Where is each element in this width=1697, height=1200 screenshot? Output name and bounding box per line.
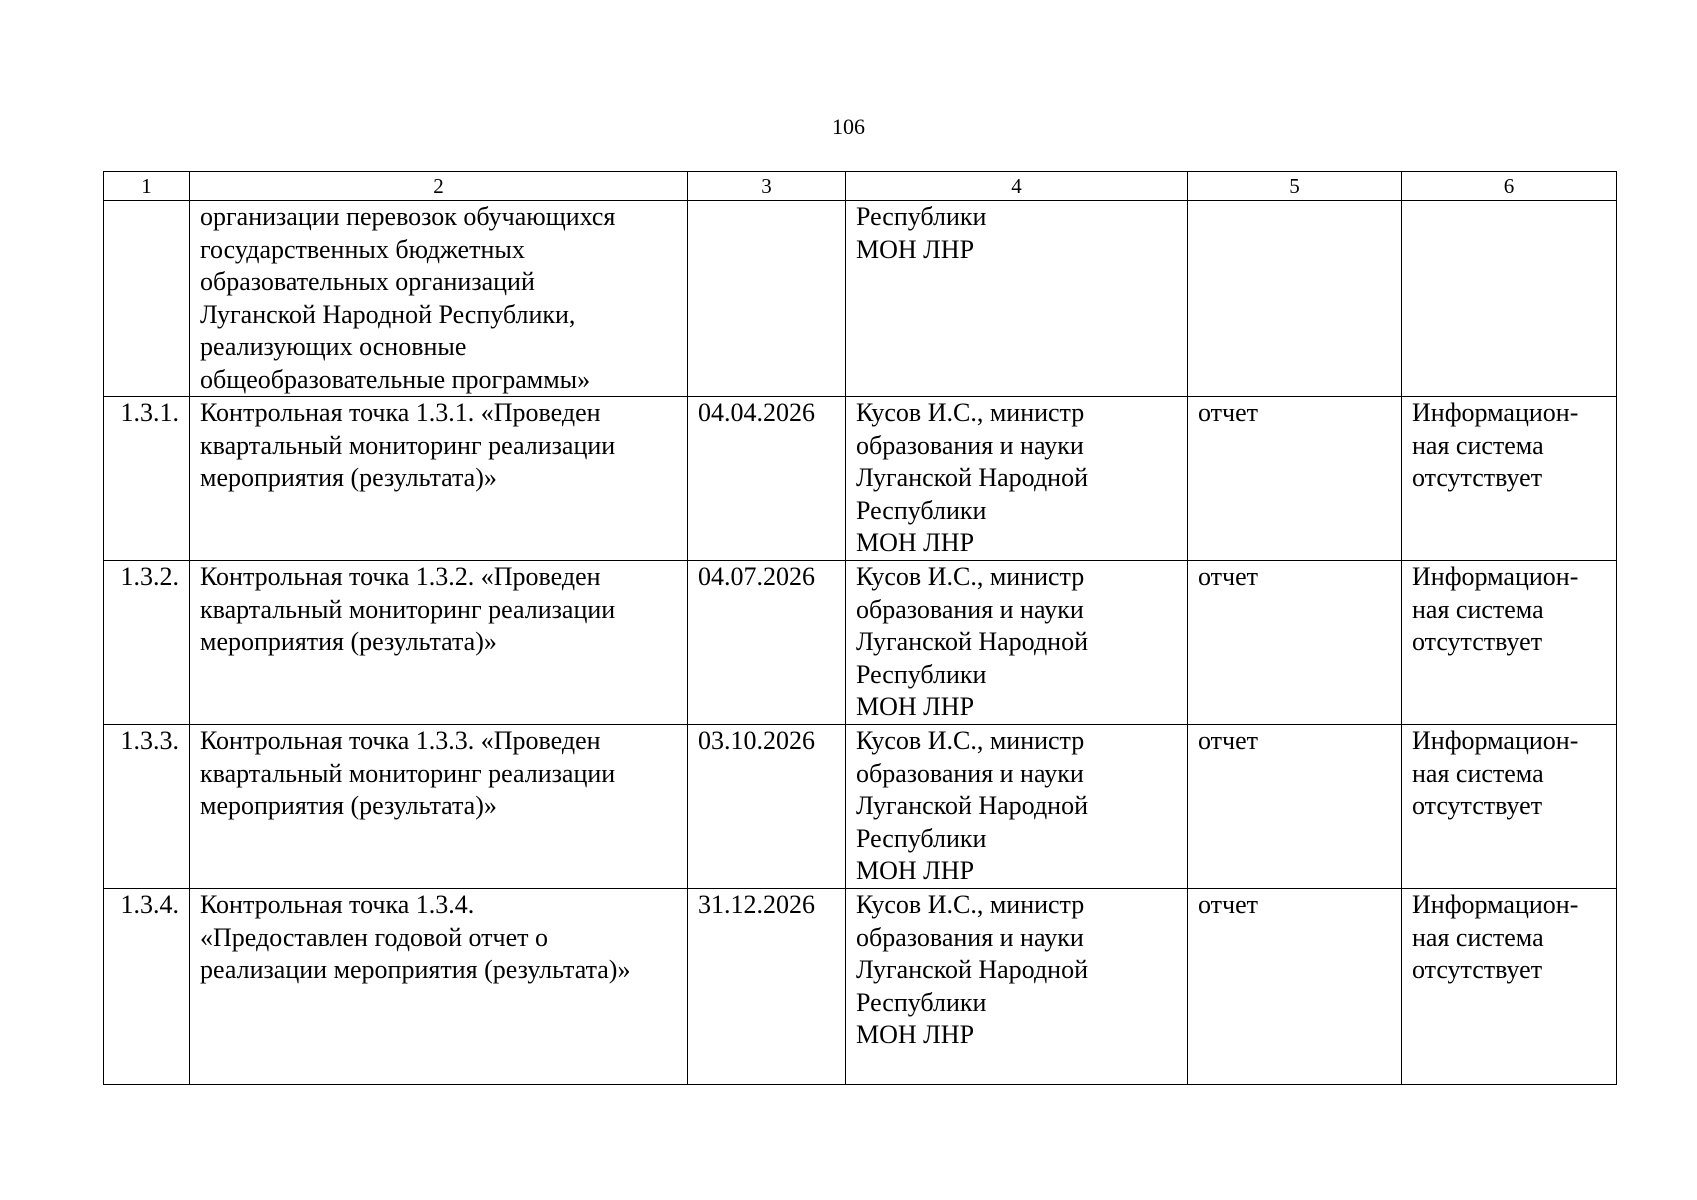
row-date: 31.12.2026 xyxy=(688,889,846,1085)
description-line: мероприятия (результата)» xyxy=(200,627,497,656)
page-number: 106 xyxy=(832,114,865,139)
responsible-line: МОН ЛНР xyxy=(856,856,975,885)
row-document: отчет xyxy=(1188,725,1402,889)
table-row xyxy=(104,725,1617,889)
row-number: 1.3.2. xyxy=(104,561,190,725)
table-row xyxy=(104,201,1617,397)
description-line: Контрольная точка 1.3.4. xyxy=(200,890,475,919)
system-line: отсутствует xyxy=(1412,955,1543,984)
description-line: реализующих основные xyxy=(200,332,467,361)
row-responsible xyxy=(846,201,1188,397)
row-document xyxy=(1188,201,1402,397)
system-line: отсутствует xyxy=(1412,463,1543,492)
description-line: образовательных организаций xyxy=(200,267,535,296)
control-points-table xyxy=(103,171,1617,1085)
description-line: квартальный мониторинг реализации xyxy=(200,594,616,624)
row-description xyxy=(190,201,688,397)
responsible-line: образования и науки xyxy=(856,758,1084,788)
description-line: Контрольная точка 1.3.3. «Проведен xyxy=(200,726,601,755)
description-line: общеобразовательные программы» xyxy=(200,364,591,394)
description-line: Контрольная точка 1.3.2. «Проведен xyxy=(200,562,601,591)
row-responsible xyxy=(846,397,1188,561)
row-description xyxy=(190,561,688,725)
table-row xyxy=(104,397,1617,561)
system-line: ная система xyxy=(1412,430,1544,460)
description-line: мероприятия (результата)» xyxy=(200,791,497,820)
row-description xyxy=(190,889,688,1085)
responsible-line: Кусов И.С., министр xyxy=(856,398,1085,427)
description-line: Луганской Народной Республики, xyxy=(200,299,576,329)
responsible-line: Республики xyxy=(856,823,987,853)
system-line: Информацион- xyxy=(1412,726,1579,755)
row-date xyxy=(688,201,846,397)
responsible-line: МОН ЛНР xyxy=(856,1020,975,1049)
description-line: Контрольная точка 1.3.1. «Проведен xyxy=(200,398,601,427)
row-system xyxy=(1402,397,1617,561)
responsible-line: МОН ЛНР xyxy=(856,528,975,557)
row-document: отчет xyxy=(1188,561,1402,725)
responsible-line: МОН ЛНР xyxy=(856,234,975,264)
row-document: отчет xyxy=(1188,889,1402,1085)
row-system xyxy=(1402,201,1617,397)
responsible-line: Республики xyxy=(856,495,987,525)
system-line: Информацион- xyxy=(1412,890,1579,919)
responsible-line: Республики xyxy=(856,987,987,1017)
responsible-line: Кусов И.С., министр xyxy=(856,726,1085,755)
responsible-line: Луганской Народной xyxy=(856,791,1088,820)
column-header-5: 5 xyxy=(1188,172,1402,201)
description-line: квартальный мониторинг реализации xyxy=(200,430,616,460)
responsible-line: Луганской Народной xyxy=(856,627,1088,656)
row-system xyxy=(1402,889,1617,1085)
row-date: 03.10.2026 xyxy=(688,725,846,889)
system-line: Информацион- xyxy=(1412,398,1579,427)
row-date: 04.04.2026 xyxy=(688,397,846,561)
row-number: 1.3.1. xyxy=(104,397,190,561)
responsible-line: Кусов И.С., министр xyxy=(856,890,1085,919)
system-line: отсутствует xyxy=(1412,627,1543,656)
description-line: квартальный мониторинг реализации xyxy=(200,758,616,788)
row-system xyxy=(1402,561,1617,725)
responsible-line: образования и науки xyxy=(856,430,1084,460)
responsible-line: образования и науки xyxy=(856,594,1084,624)
table-row xyxy=(104,889,1617,1085)
row-number: 1.3.4. xyxy=(104,889,190,1085)
row-system xyxy=(1402,725,1617,889)
responsible-line: МОН ЛНР xyxy=(856,692,975,721)
row-date: 04.07.2026 xyxy=(688,561,846,725)
column-header-1: 1 xyxy=(104,172,190,201)
system-line: Информацион- xyxy=(1412,562,1579,591)
row-description xyxy=(190,725,688,889)
column-number-row xyxy=(104,172,1617,201)
column-header-3: 3 xyxy=(688,172,846,201)
column-header-4: 4 xyxy=(846,172,1188,201)
description-line: реализации мероприятия (результата)» xyxy=(200,955,631,984)
responsible-line: Кусов И.С., министр xyxy=(856,562,1085,591)
column-header-6: 6 xyxy=(1402,172,1617,201)
row-description xyxy=(190,397,688,561)
row-responsible xyxy=(846,725,1188,889)
row-number xyxy=(104,201,190,397)
responsible-line: Республики xyxy=(856,659,987,689)
responsible-line: Луганской Народной xyxy=(856,463,1088,492)
row-number: 1.3.3. xyxy=(104,725,190,889)
row-document: отчет xyxy=(1188,397,1402,561)
description-line: мероприятия (результата)» xyxy=(200,463,497,492)
responsible-line: Луганской Народной xyxy=(856,955,1088,984)
responsible-line: Республики xyxy=(856,202,987,231)
system-line: ная система xyxy=(1412,922,1544,952)
responsible-line: образования и науки xyxy=(856,922,1084,952)
system-line: отсутствует xyxy=(1412,791,1543,820)
system-line: ная система xyxy=(1412,758,1544,788)
row-responsible xyxy=(846,561,1188,725)
table-row xyxy=(104,561,1617,725)
system-line: ная система xyxy=(1412,594,1544,624)
row-responsible xyxy=(846,889,1188,1085)
description-line: организации перевозок обучающихся xyxy=(200,202,616,231)
description-line: государственных бюджетных xyxy=(200,234,525,264)
column-header-2: 2 xyxy=(190,172,688,201)
description-line: «Предоставлен годовой отчет о xyxy=(200,922,548,952)
